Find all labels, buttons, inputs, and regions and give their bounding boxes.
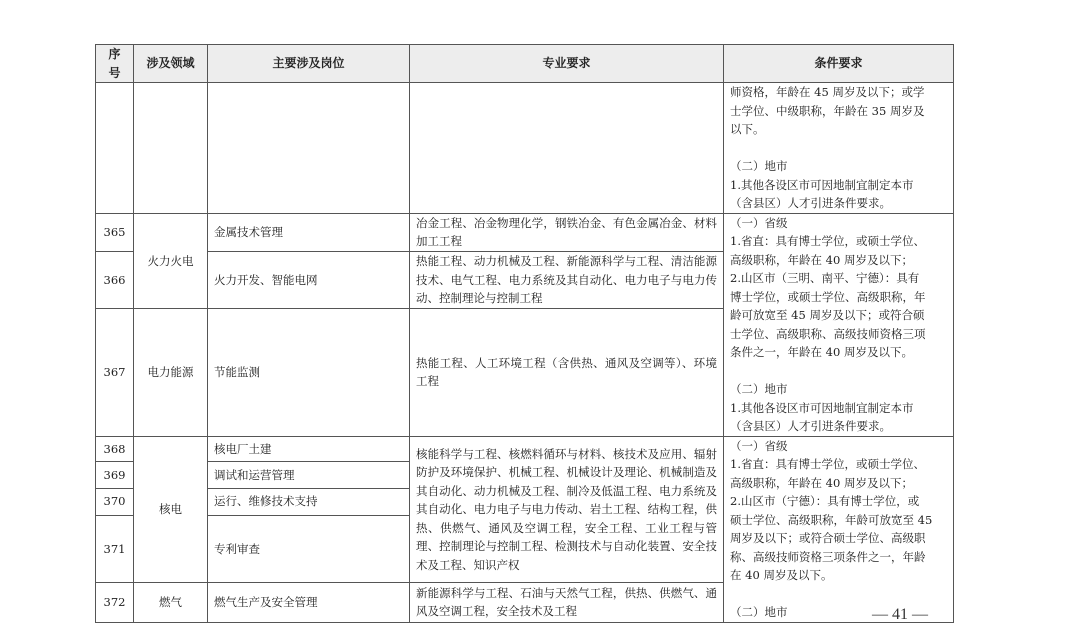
- major-cell: 新能源科学与工程、石油与天然气工程，供热、供燃气、通风及空调工程，安全技术及工程: [410, 583, 724, 622]
- empty-cell: [208, 83, 410, 214]
- major-cell: 热能工程、动力机械及工程、新能源科学与工程、清洁能源技术、电气工程、电力系统及其自动化、电力电子与电力传动、控制理论与控制工程: [410, 251, 724, 308]
- header-condition: 条件要求: [724, 45, 954, 83]
- post-cell: 火力开发、智能电网: [208, 251, 410, 308]
- major-cell: 冶金工程、冶金物理化学，钢铁冶金、有色金属冶金、材料加工工程: [410, 213, 724, 251]
- talent-requirements-table: [95, 44, 954, 623]
- condition-cell: （一）省级 1.省直：具有博士学位，或硕士学位、 高级职称，年龄在 40 周岁及以下； 2.山区市（三明、南平、宁德）：具有 博士学位，或硕士学位、高级职称，年 龄可放宽至 45 周岁及以下；或符合硕 士学位、高级职称、高级技师资格三项 条件之一，年龄在 40 周岁及以下。 （二）地市 1.其他各设区市可因地制宜制定本市 （含县区）人才引进条件要求。: [724, 213, 954, 436]
- field-cell: 电力能源: [134, 309, 208, 436]
- row-number: 365: [96, 213, 134, 251]
- post-cell: 运行、维修技术支持: [208, 488, 410, 515]
- table-header-row: [96, 45, 954, 83]
- post-cell: 燃气生产及安全管理: [208, 583, 410, 622]
- major-cell: 热能工程、人工环境工程（含供热、通风及空调等）、环境工程: [410, 309, 724, 436]
- row-number: 368: [96, 436, 134, 462]
- row-number: 369: [96, 462, 134, 489]
- condition-cell: （一）省级 1.省直：具有博士学位，或硕士学位、 高级职称，年龄在 40 周岁及以下； 2.山区市（宁德）：具有博士学位，或 硕士学位、高级职称，年龄可放宽至 45 周岁及以下；或符合硕士学位、高级职 称、高级技师资格三项条件之一，年龄 在 40 周岁及以下。 （二）地市: [724, 436, 954, 622]
- header-seq: 序 号: [96, 45, 134, 83]
- field-cell: 火力火电: [134, 213, 208, 309]
- empty-cell: [410, 83, 724, 214]
- field-cell: 燃气: [134, 583, 208, 622]
- condition-cell: 师资格，年龄在 45 周岁及以下；或学 士学位、中级职称，年龄在 35 周岁及 以下。 （二）地市 1.其他各设区市可因地制宜制定本市 （含县区）人才引进条件要求。: [724, 83, 954, 214]
- row-number: 370: [96, 488, 134, 515]
- major-cell: 核能科学与工程、核燃料循环与材料、核技术及应用、辐射防护及环境保护、机械工程、机械设计及理论、机械制造及其自动化、动力机械及工程、制冷及低温工程、电力系统及其自动化、电力电子与电力传动、岩土工程、结构工程，供热、供燃气、通风及空调工程，安全工程、工业工程与管理、控制理论与控制工程、检测技术与自动化装置、安全技术及工程、知识产权: [410, 436, 724, 583]
- row-number: 372: [96, 583, 134, 622]
- post-cell: 核电厂土建: [208, 436, 410, 462]
- header-major: 专业要求: [410, 45, 724, 83]
- page-number: — 41 —: [872, 606, 928, 623]
- table-row: [96, 213, 954, 251]
- table-row: [96, 436, 954, 462]
- empty-cell: [134, 83, 208, 214]
- table-row: [96, 83, 954, 214]
- post-cell: 专利审查: [208, 515, 410, 583]
- field-cell: 核电: [134, 436, 208, 583]
- row-number: 367: [96, 309, 134, 436]
- row-number: 371: [96, 515, 134, 583]
- post-cell: 金属技术管理: [208, 213, 410, 251]
- row-number: 366: [96, 251, 134, 308]
- post-cell: 节能监测: [208, 309, 410, 436]
- header-post: 主要涉及岗位: [208, 45, 410, 83]
- post-cell: 调试和运营管理: [208, 462, 410, 489]
- header-field: 涉及领域: [134, 45, 208, 83]
- empty-cell: [96, 83, 134, 214]
